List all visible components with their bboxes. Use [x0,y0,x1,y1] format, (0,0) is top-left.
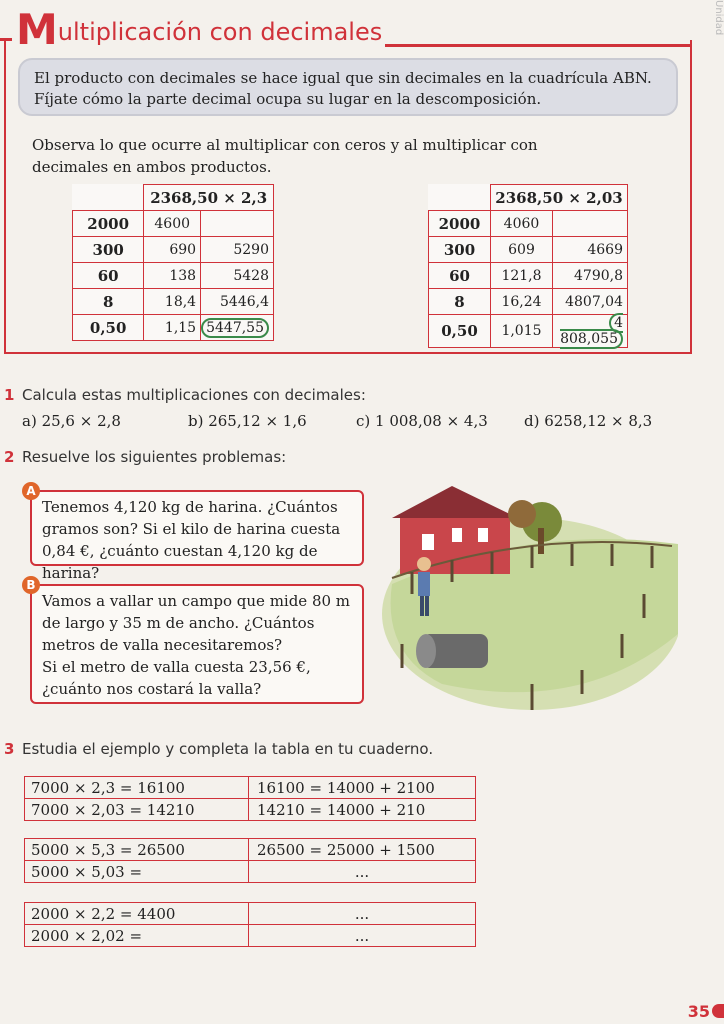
exercise-question: Calcula estas multiplicaciones con decimales: [22,386,366,404]
table-cell: 4790,8 [553,263,628,289]
table-cell [553,315,628,348]
table-cell: 1,015 [491,315,553,348]
table-row [429,211,628,237]
table-row [25,903,476,925]
title-text: ultiplicación con decimales [57,18,383,46]
table-cell: 5428 [201,263,274,289]
table-cell: 121,8 [491,263,553,289]
title-initial: M [16,5,58,54]
table-cell: 609 [491,237,553,263]
exercise-question: Estudia el ejemplo y completa la tabla en tu cuaderno. [22,740,434,758]
table-row [429,263,628,289]
exercise-number: 3 [4,740,15,758]
table-cell [201,315,274,341]
table-cell: 60 [73,263,144,289]
problem-a-text: Tenemos 4,120 kg de harina. ¿Cuántos gramos son? Si el kilo de harina cuesta 0,84 €, ¿cuánto cuestan 4,120 kg de harina? [42,498,341,582]
table-cell: 0,50 [73,315,144,341]
table-row [25,777,476,799]
table-cell: 690 [144,237,201,263]
table-cell: 2000 [73,211,144,237]
table-row [73,211,274,237]
exercise-number: 2 [4,448,15,466]
problem-b-text-2: Si el metro de valla cuesta 23,56 €, ¿cuánto nos costará la valla? [42,658,311,698]
table-cell: 60 [429,263,491,289]
example-table-3 [24,902,476,947]
problem-b-text-1: Vamos a vallar un campo que mide 80 m de largo y 35 m de ancho. ¿Cuántos metros de valla necesitaremos? [42,592,351,654]
table-cell: 5290 [201,237,274,263]
table-row [25,925,476,947]
table-cell: 8 [429,289,491,315]
abn-table-right [428,184,628,348]
table-row [25,799,476,821]
intro-callout: El producto con decimales se hace igual que sin decimales en la cuadrícula ABN. Fíjate cómo la parte decimal ocupa su lugar en la descomposición. [18,58,678,116]
side-tab: Unidad [713,0,724,36]
table-cell: 4600 [144,211,201,237]
problem-b-badge: B [22,576,40,594]
operation-item: a) 25,6 × 2,8 [22,412,121,430]
problem-a-box [30,490,364,582]
table-cell: 4669 [553,237,628,263]
table-cell: 5000 × 5,3 = 26500 [25,839,249,861]
table-cell: 5000 × 5,03 = [25,861,249,883]
table-row [73,263,274,289]
example-table-1 [24,776,476,821]
table-row [25,861,476,883]
table-cell: 5446,4 [201,289,274,315]
example-table-2 [24,838,476,883]
page-number-tab [712,1004,724,1018]
abn-table-header: 2368,50 × 2,3 [144,185,274,211]
table-cell: 16100 = 14000 + 2100 [249,777,476,799]
table-cell: ... [249,925,476,947]
table-cell: 18,4 [144,289,201,315]
table-cell: 4807,04 [553,289,628,315]
problem-b-box [30,584,364,704]
table-cell: 7000 × 2,03 = 14210 [25,799,249,821]
table-cell: ... [249,861,476,883]
table-row [429,237,628,263]
page-number: 35 [687,1002,710,1021]
table-cell: 7000 × 2,3 = 16100 [25,777,249,799]
table-cell [201,211,274,237]
table-cell: ... [249,903,476,925]
exercise-question: Resuelve los siguientes problemas: [22,448,287,466]
table-cell: 0,50 [429,315,491,348]
table-row [25,839,476,861]
table-row [73,289,274,315]
exercise-number: 1 [4,386,15,404]
table-row [73,237,274,263]
table-cell: 138 [144,263,201,289]
operation-item: b) 265,12 × 1,6 [188,412,307,430]
table-cell: 2000 × 2,02 = [25,925,249,947]
operation-item: d) 6258,12 × 8,3 [524,412,653,430]
operation-item: c) 1 008,08 × 4,3 [356,412,488,430]
abn-table-left [72,184,274,341]
abn-table-header: 2368,50 × 2,03 [491,185,628,211]
table-cell: 300 [73,237,144,263]
intro-observe-text: Observa lo que ocurre al multiplicar con ceros y al multiplicar con decimales en ambos productos. [32,136,538,176]
table-row [429,315,628,348]
circled-result: 4 808,055 [560,315,623,347]
problem-a-badge: A [22,482,40,500]
table-cell: 2000 [429,211,491,237]
table-cell [553,211,628,237]
table-cell: 1,15 [144,315,201,341]
table-cell: 300 [429,237,491,263]
table-cell: 2000 × 2,2 = 4400 [25,903,249,925]
table-row [73,315,274,341]
table-cell: 14210 = 14000 + 210 [249,799,476,821]
table-cell: 8 [73,289,144,315]
table-row [429,289,628,315]
table-cell: 26500 = 25000 + 1500 [249,839,476,861]
table-cell: 4060 [491,211,553,237]
farm-fence-illustration [382,484,678,716]
table-cell: 16,24 [491,289,553,315]
circled-result: 5447,55 [201,318,269,338]
